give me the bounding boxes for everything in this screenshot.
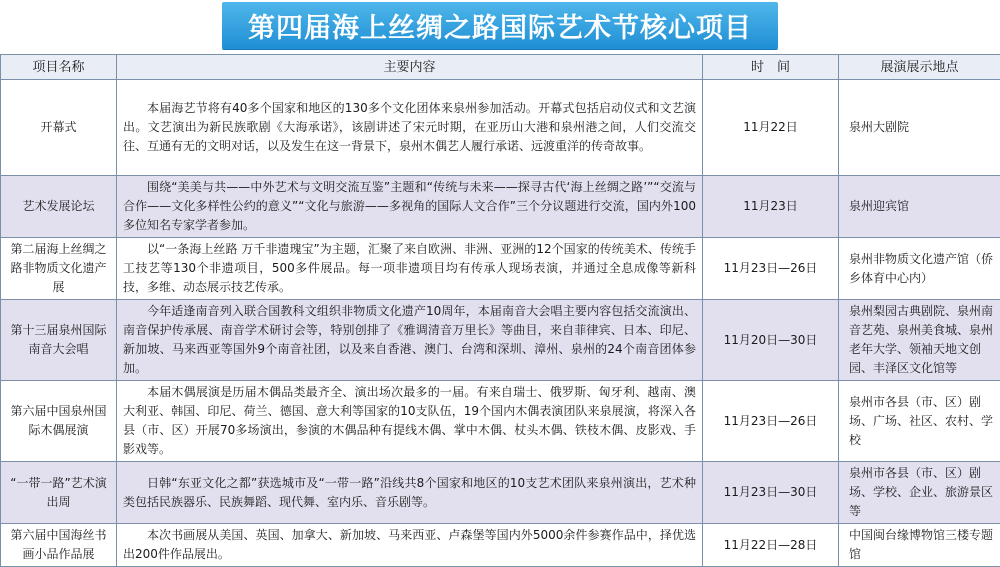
project-time: 11月23日: [703, 176, 839, 238]
project-time: 11月23日—26日: [703, 381, 839, 462]
project-venue: 泉州大剧院: [839, 80, 1000, 176]
project-name: 开幕式: [1, 80, 117, 176]
table-row: [1, 80, 1000, 176]
project-name: 艺术发展论坛: [1, 176, 117, 238]
project-time: 11月22日—28日: [703, 524, 839, 567]
project-venue: 泉州市各县（市、区）剧场、广场、社区、农村、学校: [839, 381, 1000, 462]
table-row: [1, 300, 1000, 381]
project-time: 11月23日—30日: [703, 462, 839, 524]
project-venue: 泉州市各县（市、区）剧场、学校、企业、旅游景区等: [839, 462, 1000, 524]
header-name: 项目名称: [1, 55, 117, 80]
project-content: 本届木偶展演是历届木偶品类最齐全、演出场次最多的一届。有来自瑞士、俄罗斯、匈牙利、越南、澳大利亚、韩国、印尼、荷兰、德国、意大利等国家的10支队伍，19个国内木偶表演团队来泉展演，将深入各县（市、区）开展70多场演出，参演的木偶品种有提线木偶、掌中木偶、杖头木偶、铁枝木偶、皮影戏、手影戏等。: [117, 381, 703, 462]
header-content: 主要内容: [117, 55, 703, 80]
project-name: 第二届海上丝绸之路非物质文化遗产展: [1, 238, 117, 300]
header-time: 时 间: [703, 55, 839, 80]
project-venue: 泉州梨园古典剧院、泉州南音艺苑、泉州美食城、泉州老年大学、领袖天地文创园、丰泽区文化馆等: [839, 300, 1000, 381]
table-row: [1, 238, 1000, 300]
project-name: 第十三届泉州国际南音大会唱: [1, 300, 117, 381]
project-time: 11月20日—30日: [703, 300, 839, 381]
table-row: [1, 381, 1000, 462]
project-content: 围绕“美美与共——中外艺术与文明交流互鉴”主题和“传统与未来——探寻古代‘海上丝绸之路’”“交流与合作——文化多样性公约的意义”“文化与旅游——多视角的国际人文合作”三个分议题进行交流，国内外100多位知名专家学者参加。: [117, 176, 703, 238]
table-row: [1, 524, 1000, 567]
table-row: [1, 176, 1000, 238]
title-bar: [0, 0, 1000, 50]
project-name: 第六届中国海丝书画小品作品展: [1, 524, 117, 567]
project-content: 本届海艺节将有40多个国家和地区的130多个文化团体来泉州参加活动。开幕式包括启动仪式和文艺演出。文艺演出为新民族歌剧《大海承诺》，该剧讲述了宋元时期，在亚历山大港和泉州港之间，人们交流交往、互通有无的文明对话，以及发生在这一背景下，泉州木偶艺人履行承诺、远渡重洋的传奇故事。: [117, 80, 703, 176]
project-time: 11月23日—26日: [703, 238, 839, 300]
page-title: 第四届海上丝绸之路国际艺术节核心项目: [222, 2, 778, 49]
project-content: 日韩“东亚文化之都”获选城市及“一带一路”沿线共8个国家和地区的10支艺术团队来泉州演出，艺术种类包括民族器乐、民族舞蹈、现代舞、室内乐、音乐剧等。: [117, 462, 703, 524]
project-content: 本次书画展从美国、英国、加拿大、新加坡、马来西亚、卢森堡等国内外5000余件参赛作品中，择优选出200件作品展出。: [117, 524, 703, 567]
projects-table: [0, 54, 1000, 567]
header-venue: 展演展示地点: [839, 55, 1000, 80]
project-venue: 泉州迎宾馆: [839, 176, 1000, 238]
project-content: 以“一条海上丝路 万千非遗瑰宝”为主题，汇聚了来自欧洲、非洲、亚洲的12个国家的传统美术、传统手工技艺等130个非遗项目，500多件展品。每一项非遗项目均有传承人现场表演，并通过全息成像等新科技，多维、动态展示技艺传承。: [117, 238, 703, 300]
project-time: 11月22日: [703, 80, 839, 176]
project-name: 第六届中国泉州国际木偶展演: [1, 381, 117, 462]
header-row: [1, 55, 1000, 80]
project-name: “一带一路”艺术演出周: [1, 462, 117, 524]
project-venue: 中国闽台缘博物馆三楼专题馆: [839, 524, 1000, 567]
table-row: [1, 462, 1000, 524]
project-content: 今年适逢南音列入联合国教科文组织非物质文化遗产10周年，本届南音大会唱主要内容包括交流演出、南音保护传承展、南音学术研讨会等，特别创排了《雅调清音万里长》等曲目，来自菲律宾、日本、印尼、新加坡、马来西亚等国外9个南音社团，以及来自香港、澳门、台湾和深圳、漳州、泉州的24个南音团体参加。: [117, 300, 703, 381]
project-venue: 泉州非物质文化遗产馆（侨乡体育中心内）: [839, 238, 1000, 300]
